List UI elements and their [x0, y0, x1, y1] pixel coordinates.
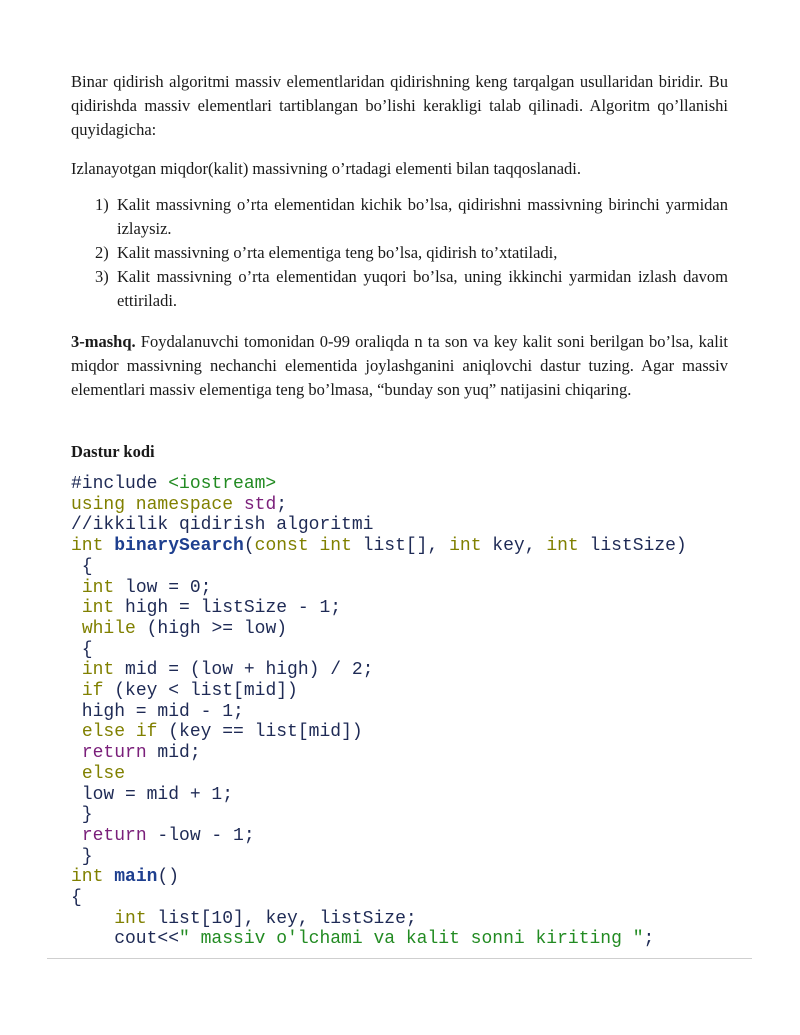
function-name: binarySearch — [114, 536, 244, 557]
list-item — [95, 265, 728, 313]
list-item-text: Kalit massivning o’rta elementidan kichik bo’lsa, qidirishni massivning birinchi yarmidan izlaysiz. — [117, 195, 728, 238]
list-item-number: 3) — [95, 267, 109, 286]
compare-paragraph: Izlanayotgan miqdor(kalit) massivning o’rtadagi elementi bilan taqqoslanadi. — [71, 159, 581, 178]
exercise-label: 3-mashq. — [71, 332, 136, 351]
list-item-number: 1) — [95, 195, 109, 214]
intro-paragraph: Binar qidirish algoritmi massiv elementlaridan qidirishning keng tarqalgan usullaridan biridir. Bu qidirishda massiv elementlari tartiblangan bo’lishi kerakligi talab qilinadi. Algoritm qo’llanishi quyidagicha: — [71, 72, 728, 139]
code-block: #include <iostream> using namespace std; //ikkilik qidirish algoritmi int binarySearch(const int list[], int key, int listSize) { int low = 0; int high = listSize - 1; while (high >= low) { int mid = (low + high) / 2; if (key < list[mid]) high = mid - 1; else if (key == list[mid]) return mid; else low = mid + 1; } return -low - 1; } int main() { int list[10], key, listSize; cout<<" massiv o'lchami va kalit sonni kiriting "; — [71, 474, 687, 950]
list-item — [95, 241, 728, 265]
list-item-number: 2) — [95, 243, 109, 262]
list-item-text: Kalit massivning o’rta elementiga teng bo’lsa, qidirish to’xtatiladi, — [117, 243, 558, 262]
exercise-text: Foydalanuvchi tomonidan 0-99 oraliqda n ta son va key kalit soni berilgan bo’lsa, kalit miqdor massivning nechanchi elementida joylashganini aniqlovchi dastur tuzing. Agar massiv elementlari massiv elementiga teng bo’lmasa, “bunday son yuq” natijasini chiqaring. — [71, 332, 728, 399]
algorithm-steps-list — [95, 193, 728, 313]
function-name: main — [114, 867, 158, 888]
exercise-paragraph — [71, 330, 728, 402]
page-footer-divider — [47, 958, 752, 959]
list-item-text: Kalit massivning o’rta elementidan yuqori bo’lsa, uning ikkinchi yarmidan izlash davom ettiriladi. — [117, 267, 728, 310]
list-item — [95, 193, 728, 241]
code-heading: Dastur kodi — [71, 442, 155, 461]
